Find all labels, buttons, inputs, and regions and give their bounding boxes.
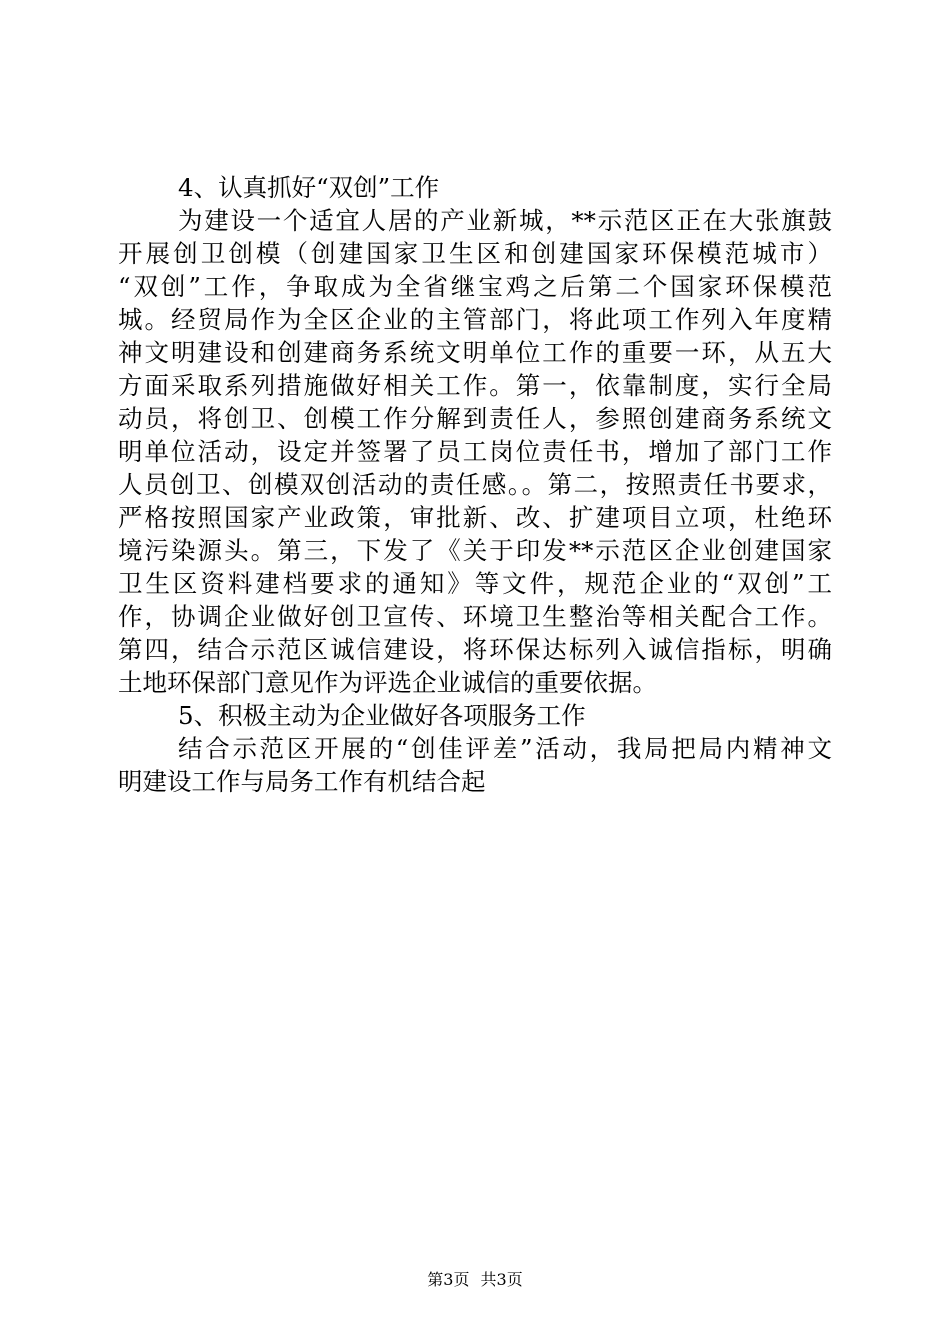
paragraph-line: 方面采取系列措施做好相关工作。第一，依靠制度，实行全局 (118, 371, 832, 400)
paragraph-line: “双创”工作，争取成为全省继宝鸡之后第二个国家环保模范 (118, 272, 832, 301)
paragraph-line: 作，协调企业做好创卫宣传、环境卫生整治等相关配合工作。 (118, 602, 832, 631)
paragraph-line: 为建设一个适宜人居的产业新城，**示范区正在大张旗鼓 (178, 206, 832, 235)
paragraph-line: 开展创卫创模（创建国家卫生区和创建国家环保模范城市） (118, 239, 832, 268)
paragraph-line: 土地环保部门意见作为评选企业诚信的重要依据。 (118, 668, 657, 697)
paragraph-line: 第四，结合示范区诚信建设，将环保达标列入诚信指标，明确 (118, 635, 832, 664)
paragraph-line: 动员，将创卫、创模工作分解到责任人，参照创建商务系统文 (118, 404, 832, 433)
paragraph-line: 神文明建设和创建商务系统文明单位工作的重要一环，从五大 (118, 338, 832, 367)
paragraph-line: 结合示范区开展的“创佳评差”活动，我局把局内精神文 (178, 734, 832, 763)
page-number: 第3页 (427, 1270, 470, 1289)
paragraph-line: 境污染源头。第三，下发了《关于印发**示范区企业创建国家 (118, 536, 832, 565)
document-body (118, 171, 832, 798)
paragraph-line: 严格按照国家产业政策，审批新、改、扩建项目立项，杜绝环 (118, 503, 832, 532)
paragraph-line: 卫生区资料建档要求的通知》等文件，规范企业的“双创”工 (118, 569, 832, 598)
section-heading-4: 4、认真抓好“双创”工作 (178, 173, 440, 202)
paragraph-line: 人员创卫、创模双创活动的责任感。。第二，按照责任书要求， (118, 470, 832, 499)
page-total: 共3页 (480, 1270, 523, 1289)
page-footer (0, 1270, 950, 1290)
section-heading-5: 5、积极主动为企业做好各项服务工作 (178, 701, 586, 730)
paragraph-line: 明建设工作与局务工作有机结合起 (118, 767, 486, 796)
paragraph-line: 城。经贸局作为全区企业的主管部门，将此项工作列入年度精 (118, 305, 832, 334)
paragraph-line: 明单位活动，设定并签署了员工岗位责任书，增加了部门工作 (118, 437, 832, 466)
